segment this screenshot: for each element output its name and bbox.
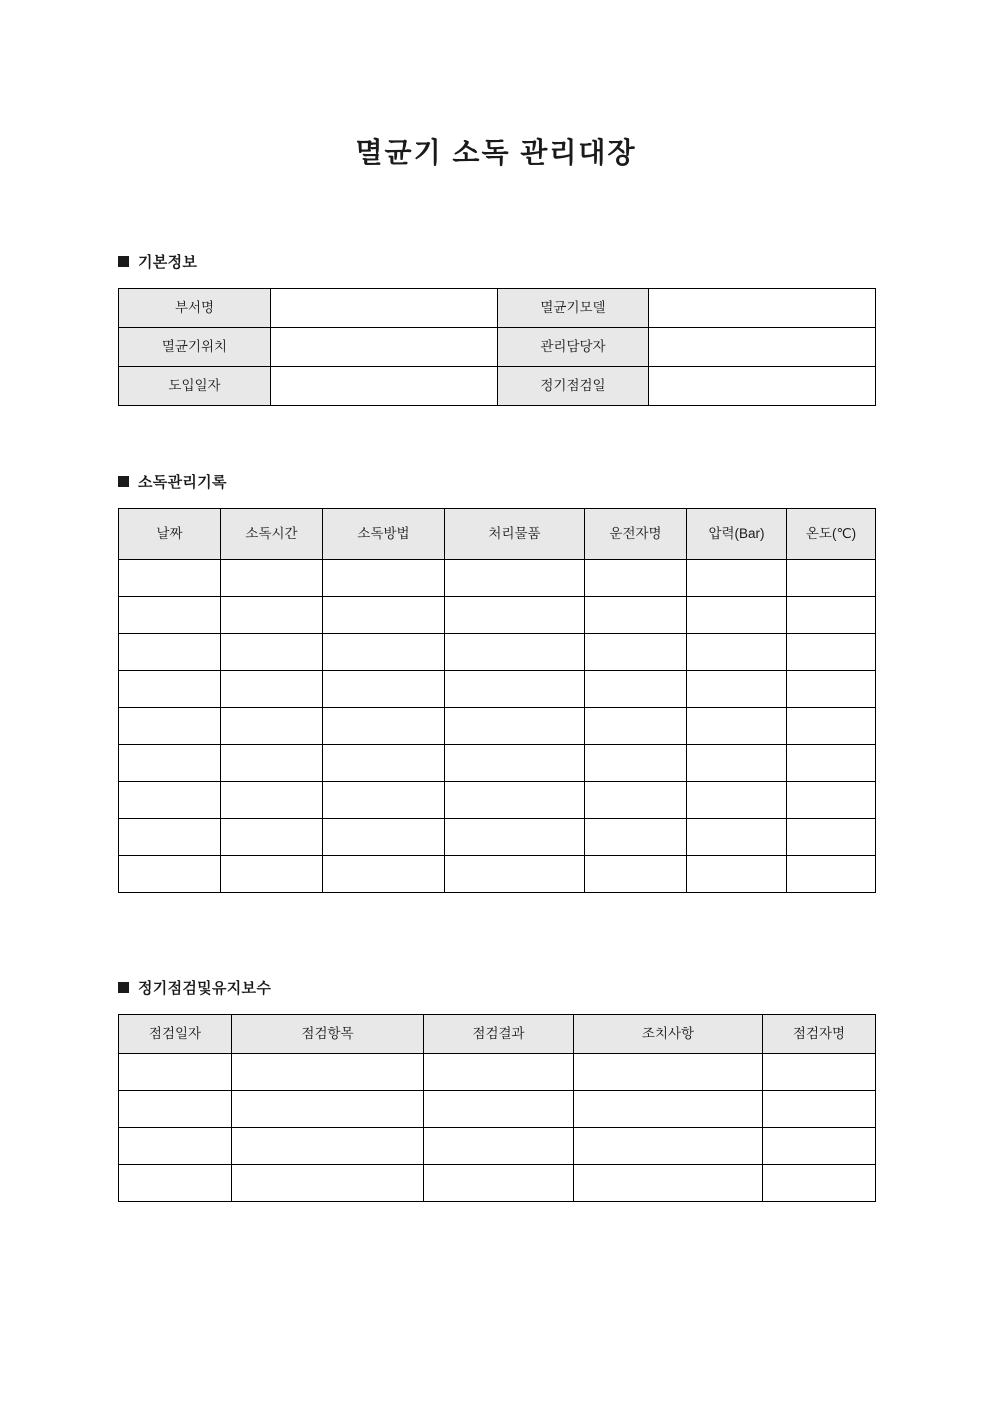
table-row	[119, 819, 876, 856]
disinfection-record-cell-r7-c3[interactable]	[323, 782, 445, 819]
maintenance-cell-r1-c3[interactable]	[424, 1054, 574, 1091]
disinfection-record-cell-r6-c4[interactable]	[445, 745, 585, 782]
disinfection-record-cell-r9-c3[interactable]	[323, 856, 445, 893]
disinfection-record-cell-r1-c1[interactable]	[119, 560, 221, 597]
table-row	[119, 782, 876, 819]
maintenance-table	[118, 1014, 876, 1202]
section-heading-disinfection-record	[118, 471, 227, 492]
table-row	[119, 671, 876, 708]
label-sterilizer-location: 멸균기위치	[119, 328, 271, 367]
maintenance-cell-r4-c2[interactable]	[232, 1165, 424, 1202]
disinfection-record-cell-r2-c2[interactable]	[221, 597, 323, 634]
column-header-operator-name: 운전자명	[585, 509, 687, 560]
label-manager: 관리담당자	[498, 328, 649, 367]
disinfection-record-cell-r4-c6[interactable]	[687, 671, 787, 708]
disinfection-record-cell-r3-c2[interactable]	[221, 634, 323, 671]
maintenance-cell-r3-c5[interactable]	[763, 1128, 876, 1165]
section-heading-basic-info	[118, 251, 197, 272]
section-heading-disinfection-record-label: 소독관리기록	[138, 474, 227, 491]
column-header-processed-items: 처리물품	[445, 509, 585, 560]
column-header-disinfection-method: 소독방법	[323, 509, 445, 560]
table-header-row	[119, 509, 876, 560]
maintenance-cell-r1-c2[interactable]	[232, 1054, 424, 1091]
maintenance-cell-r1-c5[interactable]	[763, 1054, 876, 1091]
disinfection-record-cell-r8-c2[interactable]	[221, 819, 323, 856]
value-manager[interactable]	[649, 328, 876, 367]
disinfection-record-cell-r2-c1[interactable]	[119, 597, 221, 634]
disinfection-record-cell-r9-c5[interactable]	[585, 856, 687, 893]
disinfection-record-cell-r9-c2[interactable]	[221, 856, 323, 893]
value-department[interactable]	[271, 289, 498, 328]
disinfection-record-cell-r4-c5[interactable]	[585, 671, 687, 708]
maintenance-cell-r3-c4[interactable]	[574, 1128, 763, 1165]
value-sterilizer-location[interactable]	[271, 328, 498, 367]
disinfection-record-cell-r1-c7[interactable]	[787, 560, 876, 597]
column-header-inspection-result: 점검결과	[424, 1015, 574, 1054]
disinfection-record-cell-r5-c7[interactable]	[787, 708, 876, 745]
disinfection-record-cell-r3-c3[interactable]	[323, 634, 445, 671]
label-department: 부서명	[119, 289, 271, 328]
section-heading-basic-info-label: 기본정보	[138, 254, 198, 271]
disinfection-record-cell-r2-c4[interactable]	[445, 597, 585, 634]
disinfection-record-cell-r4-c7[interactable]	[787, 671, 876, 708]
disinfection-record-cell-r9-c7[interactable]	[787, 856, 876, 893]
table-row	[119, 856, 876, 893]
disinfection-record-cell-r5-c6[interactable]	[687, 708, 787, 745]
disinfection-record-cell-r5-c5[interactable]	[585, 708, 687, 745]
value-sterilizer-model[interactable]	[649, 289, 876, 328]
table-row	[119, 1128, 876, 1165]
disinfection-record-cell-r5-c3[interactable]	[323, 708, 445, 745]
section-heading-maintenance	[118, 977, 271, 998]
column-header-date: 날짜	[119, 509, 221, 560]
maintenance-cell-r4-c3[interactable]	[424, 1165, 574, 1202]
disinfection-record-cell-r6-c6[interactable]	[687, 745, 787, 782]
disinfection-record-cell-r4-c2[interactable]	[221, 671, 323, 708]
maintenance-cell-r4-c1[interactable]	[119, 1165, 232, 1202]
disinfection-record-cell-r8-c3[interactable]	[323, 819, 445, 856]
disinfection-record-cell-r9-c4[interactable]	[445, 856, 585, 893]
disinfection-record-cell-r6-c5[interactable]	[585, 745, 687, 782]
disinfection-record-cell-r2-c3[interactable]	[323, 597, 445, 634]
page-title: 멸균기 소독 관리대장	[355, 137, 637, 168]
disinfection-record-cell-r4-c3[interactable]	[323, 671, 445, 708]
disinfection-record-cell-r8-c1[interactable]	[119, 819, 221, 856]
disinfection-record-cell-r3-c7[interactable]	[787, 634, 876, 671]
disinfection-record-cell-r7-c4[interactable]	[445, 782, 585, 819]
table-row	[119, 745, 876, 782]
disinfection-record-cell-r7-c7[interactable]	[787, 782, 876, 819]
maintenance-cell-r2-c4[interactable]	[574, 1091, 763, 1128]
disinfection-record-cell-r6-c7[interactable]	[787, 745, 876, 782]
disinfection-record-cell-r7-c6[interactable]	[687, 782, 787, 819]
disinfection-record-cell-r1-c6[interactable]	[687, 560, 787, 597]
disinfection-record-cell-r8-c4[interactable]	[445, 819, 585, 856]
maintenance-cell-r2-c1[interactable]	[119, 1091, 232, 1128]
disinfection-record-cell-r2-c7[interactable]	[787, 597, 876, 634]
disinfection-record-cell-r7-c5[interactable]	[585, 782, 687, 819]
disinfection-record-cell-r5-c1[interactable]	[119, 708, 221, 745]
disinfection-record-cell-r1-c3[interactable]	[323, 560, 445, 597]
maintenance-cell-r3-c3[interactable]	[424, 1128, 574, 1165]
table-row	[119, 367, 876, 406]
maintenance-cell-r1-c1[interactable]	[119, 1054, 232, 1091]
basic-info-table	[118, 288, 876, 406]
disinfection-record-cell-r5-c2[interactable]	[221, 708, 323, 745]
maintenance-cell-r4-c5[interactable]	[763, 1165, 876, 1202]
column-header-inspector-name: 점검자명	[763, 1015, 876, 1054]
maintenance-cell-r3-c1[interactable]	[119, 1128, 232, 1165]
disinfection-record-cell-r2-c6[interactable]	[687, 597, 787, 634]
disinfection-record-cell-r3-c5[interactable]	[585, 634, 687, 671]
disinfection-record-cell-r1-c4[interactable]	[445, 560, 585, 597]
column-header-inspection-date: 점검일자	[119, 1015, 232, 1054]
table-row	[119, 634, 876, 671]
disinfection-record-cell-r4-c1[interactable]	[119, 671, 221, 708]
disinfection-record-cell-r6-c1[interactable]	[119, 745, 221, 782]
disinfection-record-cell-r5-c4[interactable]	[445, 708, 585, 745]
disinfection-record-cell-r7-c1[interactable]	[119, 782, 221, 819]
label-install-date: 도입일자	[119, 367, 271, 406]
disinfection-record-cell-r7-c2[interactable]	[221, 782, 323, 819]
disinfection-record-cell-r9-c6[interactable]	[687, 856, 787, 893]
disinfection-record-cell-r3-c1[interactable]	[119, 634, 221, 671]
table-row	[119, 560, 876, 597]
disinfection-record-cell-r8-c5[interactable]	[585, 819, 687, 856]
value-inspection-date[interactable]	[649, 367, 876, 406]
disinfection-record-cell-r1-c5[interactable]	[585, 560, 687, 597]
column-header-action-taken: 조치사항	[574, 1015, 763, 1054]
column-header-inspection-item: 점검항목	[232, 1015, 424, 1054]
table-row	[119, 1165, 876, 1202]
disinfection-record-cell-r3-c6[interactable]	[687, 634, 787, 671]
square-bullet-icon	[118, 476, 129, 487]
maintenance-cell-r2-c5[interactable]	[763, 1091, 876, 1128]
table-row	[119, 597, 876, 634]
table-header-row	[119, 1015, 876, 1054]
table-row	[119, 1091, 876, 1128]
disinfection-record-table	[118, 508, 876, 893]
section-heading-maintenance-label: 정기점검및유지보수	[138, 980, 272, 997]
label-inspection-date: 정기점검일	[498, 367, 649, 406]
disinfection-record-cell-r2-c5[interactable]	[585, 597, 687, 634]
maintenance-cell-r2-c3[interactable]	[424, 1091, 574, 1128]
table-row	[119, 1054, 876, 1091]
disinfection-record-cell-r8-c6[interactable]	[687, 819, 787, 856]
disinfection-record-cell-r1-c2[interactable]	[221, 560, 323, 597]
disinfection-record-cell-r3-c4[interactable]	[445, 634, 585, 671]
disinfection-record-cell-r9-c1[interactable]	[119, 856, 221, 893]
square-bullet-icon	[118, 256, 129, 267]
table-row	[119, 328, 876, 367]
maintenance-cell-r3-c2[interactable]	[232, 1128, 424, 1165]
disinfection-record-cell-r6-c3[interactable]	[323, 745, 445, 782]
disinfection-record-cell-r8-c7[interactable]	[787, 819, 876, 856]
column-header-pressure: 압력(Bar)	[687, 509, 787, 560]
label-sterilizer-model: 멸균기모델	[498, 289, 649, 328]
disinfection-record-cell-r4-c4[interactable]	[445, 671, 585, 708]
disinfection-record-cell-r6-c2[interactable]	[221, 745, 323, 782]
maintenance-cell-r1-c4[interactable]	[574, 1054, 763, 1091]
table-row	[119, 289, 876, 328]
column-header-disinfection-time: 소독시간	[221, 509, 323, 560]
maintenance-cell-r2-c2[interactable]	[232, 1091, 424, 1128]
column-header-temperature: 온도(℃)	[787, 509, 876, 560]
value-install-date[interactable]	[271, 367, 498, 406]
table-row	[119, 708, 876, 745]
square-bullet-icon	[118, 982, 129, 993]
maintenance-cell-r4-c4[interactable]	[574, 1165, 763, 1202]
